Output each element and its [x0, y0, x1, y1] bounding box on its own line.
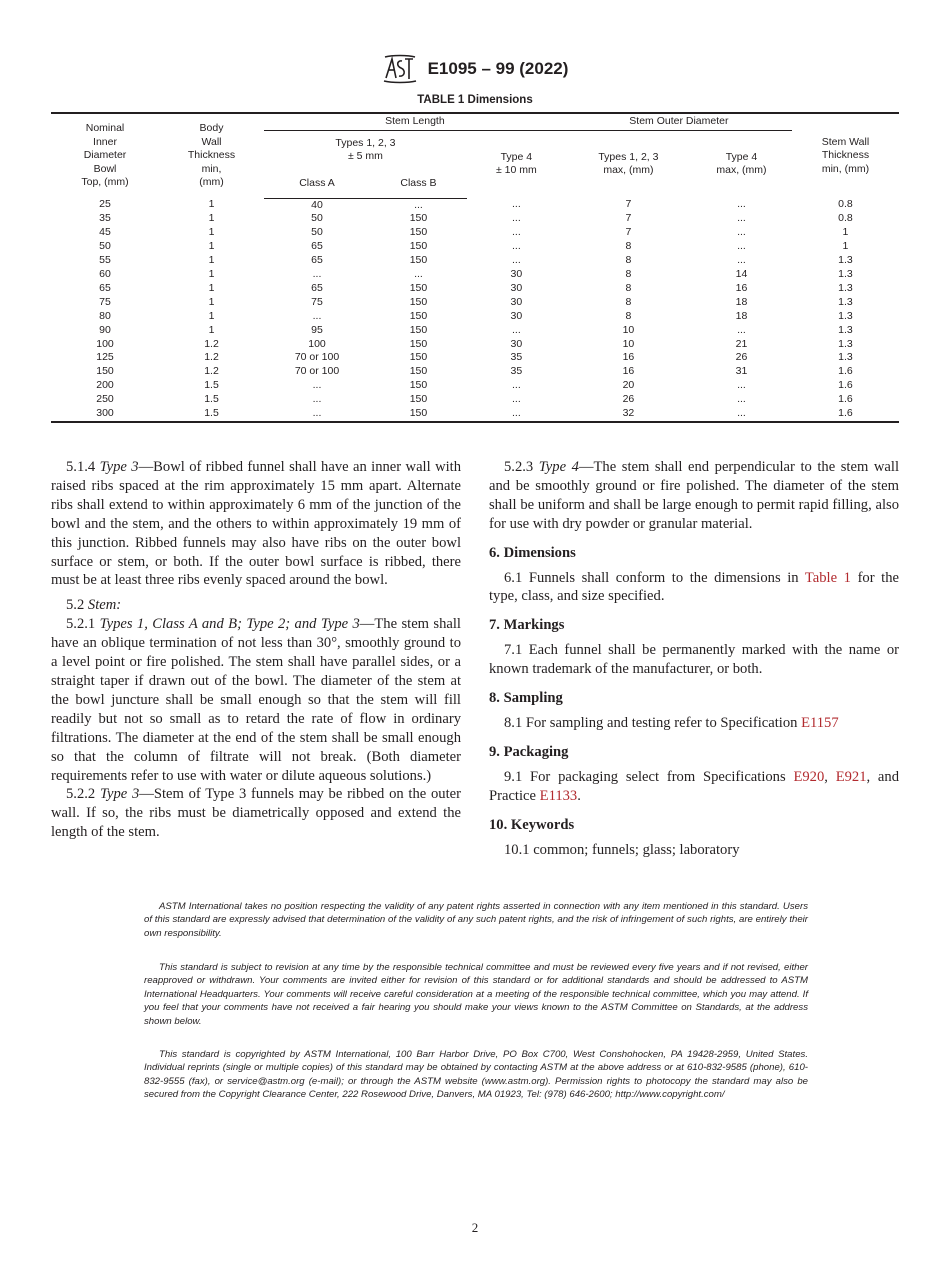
- table-cell: 1: [208, 254, 215, 267]
- table-cell: 150: [409, 309, 428, 322]
- paragraph-5-1-4: 5.1.4 Type 3—Bowl of ribbed funnel shall have an inner wall with raised ribs spaced at the rim approximately 15 mm apart. Alternate ribs shall extend to within approximately 6 mm of the junction of the bowl and the stem, and the others to within approximately 19 mm of this junction. Ribbed funnels may also have ribs on the outer bowl surface or stem, or both. If the outer bowl surface is ribbed, there must be at least three ribs evenly spaced around the bowl.: [51, 459, 462, 589]
- table-cell: 16: [622, 351, 635, 364]
- e1157-link[interactable]: E1157: [801, 714, 839, 731]
- table-cell: 1.3: [838, 254, 853, 267]
- table-cell: 70 or 100: [294, 351, 340, 364]
- e920-link[interactable]: E920: [793, 768, 825, 785]
- table-cell: ...: [312, 379, 322, 392]
- header-type4-max: Type 4 max, (mm): [716, 150, 767, 177]
- header-nominal-diameter: Nominal Inner Diameter Bowl Top, (mm): [81, 122, 129, 189]
- table-cell: 1.3: [838, 323, 853, 336]
- table-1-link[interactable]: Table 1: [804, 569, 851, 586]
- table-cell: ...: [737, 254, 746, 267]
- section-heading-dimensions: 6. Dimensions: [489, 544, 576, 561]
- table-cell: ...: [414, 268, 423, 281]
- table-cell: 7: [625, 226, 632, 239]
- table-row: [51, 296, 899, 310]
- table-cell: 150: [409, 365, 428, 378]
- table-cell: ...: [737, 198, 746, 211]
- table-cell: 65: [311, 281, 323, 294]
- table-cell: 35: [510, 365, 523, 378]
- table-cell: ...: [737, 212, 746, 225]
- table-cell: ...: [312, 407, 322, 420]
- table-title: TABLE 1 Dimensions: [417, 94, 533, 106]
- table-cell: 32: [622, 407, 635, 420]
- page-number: 2: [471, 1220, 479, 1235]
- section-heading-packaging: 9. Packaging: [489, 743, 569, 760]
- patent-notice: ASTM International takes no position respecting the validity of any patent rights asserted in connection with any item mentioned in this standard. Users of this standard are expressly advised that determination of the validity of any such patent rights, and the risk of infringement of such rights, are entirely their own responsibility.: [144, 901, 808, 939]
- table-row: [51, 198, 899, 212]
- header-class-a: Class A: [264, 170, 370, 198]
- table-cell: 100: [96, 337, 114, 350]
- paragraph-5-2: 5.2 Stem:: [66, 597, 122, 614]
- section-heading-markings: 7. Markings: [489, 617, 565, 634]
- paragraph-7-1: 7.1 Each funnel shall be permanently marked with the name or known trademark of the manufacturer, or both.: [489, 642, 899, 678]
- table-cell: 0.8: [838, 198, 853, 211]
- table-cell: 1.3: [838, 268, 853, 281]
- copyright-notice: This standard is copyrighted by ASTM International, 100 Barr Harbor Drive, PO Box C700, West Conshohocken, PA 19428-2959, United States. Individual reprints (single or multiple copies) of this standard may be obtained by contacting ASTM at the above address or at 610-832-9585 (phone), 610-832-9555 (fax), or service@astm.org (e-mail); or through the ASTM website (www.astm.org). Permission rights to photocopy the standard may also be secured from the Copyright Clearance Center, 222 Rosewood Drive, Danvers, MA 01923, Tel: (978) 646-2600; http://www.copyright.com/: [144, 1049, 808, 1101]
- table-cell: 125: [96, 351, 114, 364]
- table-cell: 65: [99, 281, 111, 294]
- table-cell: 8: [625, 281, 632, 294]
- table-body: [51, 198, 899, 422]
- table-cell: 50: [311, 212, 323, 225]
- table-cell: 150: [409, 226, 428, 239]
- table-cell: 18: [735, 295, 748, 308]
- table-cell: 150: [409, 379, 428, 392]
- table-row: [51, 324, 899, 338]
- table-cell: 65: [311, 240, 323, 253]
- table-cell: 60: [99, 268, 111, 281]
- table-cell: ...: [511, 226, 521, 239]
- table-cell: 1.2: [204, 337, 219, 350]
- table-cell: 1.5: [204, 393, 219, 406]
- header-stem-outer-diameter: Stem Outer Diameter: [566, 113, 792, 130]
- table-row: [51, 226, 899, 240]
- table-cell: 1: [208, 309, 215, 322]
- table-cell: 1: [208, 268, 215, 281]
- table-cell: 80: [99, 309, 111, 322]
- table-cell: 150: [409, 407, 428, 420]
- table-cell: 150: [409, 337, 428, 350]
- table-cell: 250: [96, 393, 114, 406]
- table-cell: ...: [511, 407, 521, 420]
- table-cell: 30: [510, 268, 523, 281]
- table-cell: ...: [737, 407, 746, 420]
- table-cell: 16: [735, 281, 748, 294]
- table-cell: 300: [96, 407, 114, 420]
- table-cell: 18: [735, 309, 748, 322]
- table-cell: ...: [737, 226, 746, 239]
- paragraph-9-1: 9.1 For packaging select from Specifications E920, E921, and Practice E1133.: [489, 768, 900, 804]
- section-heading-keywords: 10. Keywords: [489, 816, 575, 833]
- table-row: [51, 379, 899, 393]
- right-column: [489, 458, 899, 859]
- table-cell: 95: [311, 323, 323, 336]
- paragraph-6-1: 6.1 Funnels shall conform to the dimensions in Table 1 for the type, class, and size specified.: [489, 569, 899, 605]
- table-cell: ...: [414, 198, 423, 211]
- table-row: [51, 212, 899, 226]
- table-cell: 150: [409, 281, 428, 294]
- table-cell: 1.3: [838, 337, 853, 350]
- table-cell: 150: [96, 365, 114, 378]
- table-cell: 21: [735, 337, 748, 350]
- table-row: [51, 393, 899, 407]
- table-cell: 150: [409, 351, 428, 364]
- header-stem-length: Stem Length: [264, 113, 566, 130]
- header-class-b: Class B: [370, 170, 467, 198]
- table-cell: 1.6: [838, 379, 853, 392]
- table-cell: 150: [409, 323, 428, 336]
- table-cell: ...: [312, 268, 322, 281]
- header-body-wall-thickness: Body Wall Thickness min, (mm): [187, 122, 236, 189]
- table-cell: 45: [99, 226, 111, 239]
- table-cell: 8: [625, 309, 632, 322]
- table-cell: 1: [208, 198, 215, 211]
- table-cell: 30: [510, 309, 523, 322]
- table-cell: 50: [99, 240, 111, 253]
- left-column: [51, 458, 461, 842]
- table-cell: 1: [842, 240, 849, 253]
- table-cell: 1: [208, 295, 215, 308]
- table-cell: 30: [510, 337, 523, 350]
- table-row: [51, 282, 899, 296]
- standard-designation: E1095 – 99 (2022): [427, 59, 569, 78]
- table-cell: ...: [737, 323, 746, 336]
- table-cell: ...: [511, 393, 521, 406]
- table-cell: ...: [511, 254, 521, 267]
- dimensions-table: [51, 112, 899, 423]
- table-cell: ...: [511, 198, 521, 211]
- table-cell: 100: [308, 337, 326, 350]
- table-cell: 10: [622, 337, 635, 350]
- table-row: [51, 240, 899, 254]
- table-cell: 25: [99, 198, 111, 211]
- table-cell: 65: [311, 254, 323, 267]
- table-cell: ...: [737, 240, 746, 253]
- table-cell: 1: [208, 240, 215, 253]
- table-cell: ...: [312, 309, 322, 322]
- table-cell: 8: [625, 268, 632, 281]
- table-cell: 40: [311, 198, 323, 211]
- table-cell: ...: [737, 379, 746, 392]
- table-cell: 35: [99, 212, 111, 225]
- table-cell: 1.6: [838, 407, 853, 420]
- table-cell: 16: [622, 365, 635, 378]
- table-row: [51, 407, 899, 422]
- e1133-link[interactable]: E1133: [539, 787, 578, 804]
- table-row: [51, 351, 899, 365]
- table-cell: 75: [99, 295, 111, 308]
- astm-logo-icon: [382, 54, 418, 84]
- table-cell: 30: [510, 295, 523, 308]
- table-cell: 70 or 100: [294, 365, 340, 378]
- e921-link[interactable]: E921: [835, 768, 867, 785]
- paragraph-5-2-3: 5.2.3 Type 4—The stem shall end perpendicular to the stem wall and be smoothly ground or fire polished. The diameter of the stem shall be uniform and shall be large enough to permit rapid filling, also for use with dry powder or granular material.: [489, 459, 900, 532]
- paragraph-5-2-2: 5.2.2 Type 3—Stem of Type 3 funnels may be ribbed on the outer wall. If so, the ribs must be diametrically opposed and extend the length of the stem.: [51, 786, 461, 841]
- table-cell: 8: [625, 254, 632, 267]
- table-cell: 26: [622, 393, 635, 406]
- table-cell: 1: [208, 212, 215, 225]
- table-cell: 31: [735, 365, 748, 378]
- table-cell: 1.3: [838, 281, 853, 294]
- table-cell: 1.3: [838, 351, 853, 364]
- header-stem-wall-thickness: Stem Wall Thickness min, (mm): [821, 135, 870, 175]
- table-cell: ...: [511, 240, 521, 253]
- document-header: [0, 54, 950, 84]
- table-cell: 50: [311, 226, 323, 239]
- table-cell: 1: [208, 226, 215, 239]
- table-cell: ...: [511, 323, 521, 336]
- table-cell: ...: [511, 379, 521, 392]
- paragraph-10-1: 10.1 common; funnels; glass; laboratory: [504, 841, 740, 858]
- table-cell: 1.3: [838, 295, 853, 308]
- table-cell: 1: [842, 226, 849, 239]
- table-row: [51, 254, 899, 268]
- table-cell: 1.5: [204, 379, 219, 392]
- table-cell: 1: [208, 323, 215, 336]
- header-types123-max: Types 1, 2, 3 max, (mm): [598, 150, 659, 177]
- table-cell: 1.2: [204, 351, 219, 364]
- table-cell: 7: [625, 198, 632, 211]
- table-cell: 26: [735, 351, 748, 364]
- table-cell: 8: [625, 240, 632, 253]
- table-cell: 150: [409, 295, 428, 308]
- paragraph-8-1: 8.1 For sampling and testing refer to Specification E1157: [504, 714, 839, 731]
- table-cell: 10: [622, 323, 635, 336]
- table-cell: 20: [622, 379, 635, 392]
- table-cell: 35: [510, 351, 523, 364]
- header-type4-length: Type 4 ± 10 mm: [495, 150, 537, 177]
- table-row: [51, 310, 899, 324]
- table-cell: 1: [208, 281, 215, 294]
- table-cell: 0.8: [838, 212, 853, 225]
- table-row: [51, 365, 899, 379]
- revision-notice: This standard is subject to revision at any time by the responsible technical committee and must be reviewed every five years and if not revised, either reapproved or withdrawn. Your comments are invited either for revision of this standard or for additional standards and should be addressed to ASTM International Headquarters. Your comments will receive careful consideration at a meeting of the responsible technical committee, which you may attend. If you feel that your comments have not received a fair hearing you should make your views known to the ASTM Committee on Standards, at the address shown below.: [144, 962, 808, 1027]
- table-cell: 75: [311, 295, 323, 308]
- table-cell: ...: [737, 393, 746, 406]
- table-cell: ...: [312, 393, 322, 406]
- table-cell: 150: [409, 212, 428, 225]
- table-cell: 30: [510, 281, 523, 294]
- table-cell: 55: [99, 254, 111, 267]
- table-cell: 150: [409, 254, 428, 267]
- table-cell: 200: [96, 379, 114, 392]
- section-heading-sampling: 8. Sampling: [489, 690, 563, 707]
- header-types123-tolerance: Types 1, 2, 3 ± 5 mm: [335, 136, 396, 163]
- table-cell: 90: [99, 323, 111, 336]
- table-cell: 150: [409, 393, 428, 406]
- table-row: [51, 338, 899, 352]
- table-cell: 1.2: [204, 365, 219, 378]
- table-cell: 7: [625, 212, 632, 225]
- table-cell: 1.5: [204, 407, 219, 420]
- table-cell: 1.6: [838, 393, 853, 406]
- paragraph-5-2-1: 5.2.1 Types 1, Class A and B; Type 2; and Type 3—The stem shall have an oblique termination of not less than 30°, smoothly ground to a level point or fire polished. The stem shall have parallel sides, or a straight taper if drawn out of the bowl. The diameter of the stem at the bowl juncture shall be small enough so that the stem will fill readily but not so small as to retard the rate of flow in ordinary filtrations. The diameter at the end of the stem shall be small enough so that the column of filtrate will not break. (Both diameter requirements refer to use with water or dilute aqueous solutions.): [51, 616, 461, 784]
- table-row: [51, 268, 899, 282]
- table-cell: 1.3: [838, 309, 853, 322]
- table-cell: ...: [511, 212, 521, 225]
- table-cell: 150: [409, 240, 428, 253]
- table-cell: 14: [735, 268, 748, 281]
- table-cell: 8: [625, 295, 632, 308]
- table-cell: 1.6: [838, 365, 853, 378]
